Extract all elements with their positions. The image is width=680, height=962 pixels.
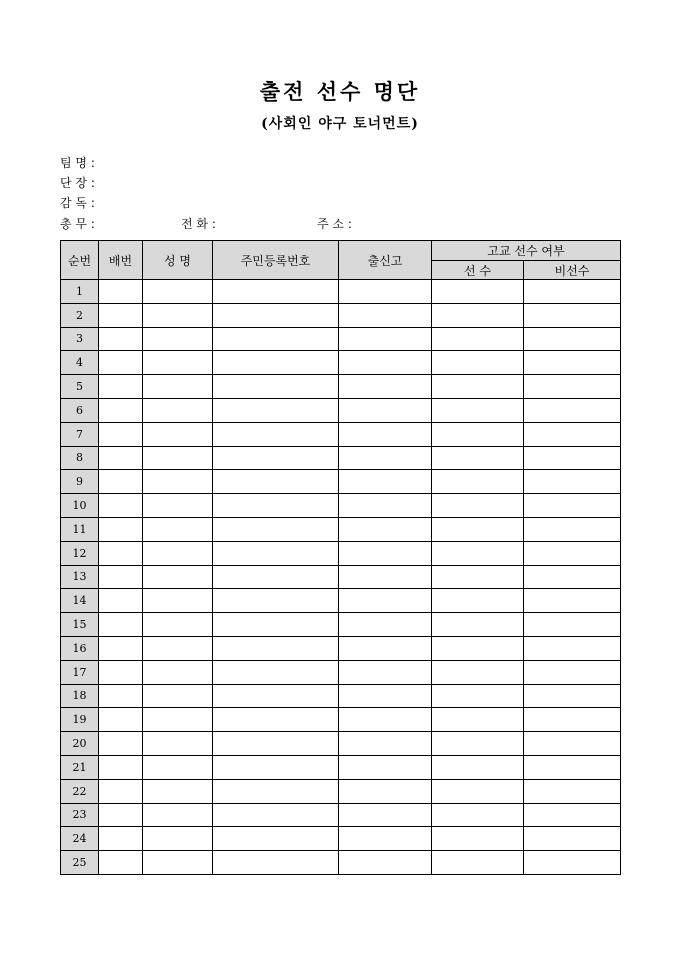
table-row [61, 422, 621, 446]
back-number-cell[interactable] [99, 494, 143, 518]
table-row [61, 280, 621, 304]
row-number: 10 [61, 494, 99, 518]
school-cell[interactable] [339, 280, 432, 304]
school-cell[interactable] [339, 708, 432, 732]
row-number: 20 [61, 732, 99, 756]
table-row [61, 636, 621, 660]
player-cell[interactable] [432, 613, 524, 637]
non-player-cell[interactable] [524, 827, 621, 851]
school-cell[interactable] [339, 351, 432, 375]
rrn-cell[interactable] [213, 398, 339, 422]
back-number-cell[interactable] [99, 422, 143, 446]
name-cell[interactable] [143, 636, 213, 660]
row-number: 4 [61, 351, 99, 375]
name-cell[interactable] [143, 803, 213, 827]
name-cell[interactable] [143, 422, 213, 446]
player-cell[interactable] [432, 779, 524, 803]
school-cell[interactable] [339, 422, 432, 446]
non-player-cell[interactable] [524, 636, 621, 660]
table-row [61, 470, 621, 494]
back-number-cell[interactable] [99, 684, 143, 708]
non-player-cell[interactable] [524, 660, 621, 684]
rrn-cell[interactable] [213, 613, 339, 637]
school-cell[interactable] [339, 541, 432, 565]
school-cell[interactable] [339, 398, 432, 422]
header-player: 선 수 [432, 261, 524, 280]
back-number-cell[interactable] [99, 613, 143, 637]
rrn-cell[interactable] [213, 541, 339, 565]
table-row [61, 541, 621, 565]
row-number: 23 [61, 803, 99, 827]
non-player-cell[interactable] [524, 541, 621, 565]
table-row [61, 732, 621, 756]
row-number: 2 [61, 303, 99, 327]
player-cell[interactable] [432, 327, 524, 351]
table-row [61, 779, 621, 803]
name-cell[interactable] [143, 398, 213, 422]
non-player-cell[interactable] [524, 446, 621, 470]
table-row [61, 613, 621, 637]
table-row [61, 303, 621, 327]
non-player-cell[interactable] [524, 375, 621, 399]
player-cell[interactable] [432, 303, 524, 327]
rrn-cell[interactable] [213, 708, 339, 732]
back-number-cell[interactable] [99, 303, 143, 327]
row-number: 13 [61, 565, 99, 589]
row-number: 1 [61, 280, 99, 304]
back-number-cell[interactable] [99, 565, 143, 589]
row-number: 11 [61, 517, 99, 541]
school-cell[interactable] [339, 827, 432, 851]
non-player-cell[interactable] [524, 755, 621, 779]
rrn-cell[interactable] [213, 851, 339, 875]
player-cell[interactable] [432, 660, 524, 684]
school-cell[interactable] [339, 755, 432, 779]
rrn-cell[interactable] [213, 327, 339, 351]
name-cell[interactable] [143, 660, 213, 684]
school-cell[interactable] [339, 636, 432, 660]
table-row [61, 517, 621, 541]
back-number-cell[interactable] [99, 398, 143, 422]
director-label: 감 독 : [60, 196, 95, 210]
non-player-cell[interactable] [524, 303, 621, 327]
rrn-cell[interactable] [213, 684, 339, 708]
back-number-cell[interactable] [99, 827, 143, 851]
back-number-cell[interactable] [99, 779, 143, 803]
rrn-cell[interactable] [213, 732, 339, 756]
player-cell[interactable] [432, 827, 524, 851]
back-number-cell[interactable] [99, 280, 143, 304]
page-title: 출전 선수 명단 [259, 79, 421, 104]
back-number-cell[interactable] [99, 636, 143, 660]
row-number: 16 [61, 636, 99, 660]
row-number: 25 [61, 851, 99, 875]
non-player-cell[interactable] [524, 613, 621, 637]
roster-body [61, 280, 621, 875]
rrn-cell[interactable] [213, 660, 339, 684]
row-number: 14 [61, 589, 99, 613]
player-cell[interactable] [432, 803, 524, 827]
table-row [61, 803, 621, 827]
rrn-cell[interactable] [213, 803, 339, 827]
player-cell[interactable] [432, 280, 524, 304]
back-number-cell[interactable] [99, 327, 143, 351]
school-cell[interactable] [339, 303, 432, 327]
page-subtitle: (사회인 야구 토너먼트) [261, 116, 419, 132]
player-cell[interactable] [432, 565, 524, 589]
director-line [60, 195, 95, 211]
header-rrn: 주민등록번호 [213, 241, 339, 280]
roster-table [60, 240, 621, 875]
back-number-cell[interactable] [99, 708, 143, 732]
header-order: 순번 [61, 241, 99, 280]
school-cell[interactable] [339, 684, 432, 708]
manager-line [60, 216, 460, 232]
phone-label: 전 화 : [181, 217, 216, 231]
school-cell[interactable] [339, 470, 432, 494]
rrn-cell[interactable] [213, 470, 339, 494]
name-cell[interactable] [143, 565, 213, 589]
table-row [61, 494, 621, 518]
manager-label: 총 무 : [60, 217, 95, 231]
name-cell[interactable] [143, 684, 213, 708]
row-number: 21 [61, 755, 99, 779]
row-number: 7 [61, 422, 99, 446]
player-cell[interactable] [432, 494, 524, 518]
non-player-cell[interactable] [524, 708, 621, 732]
rrn-cell[interactable] [213, 446, 339, 470]
non-player-cell[interactable] [524, 589, 621, 613]
non-player-cell[interactable] [524, 851, 621, 875]
back-number-cell[interactable] [99, 375, 143, 399]
non-player-cell[interactable] [524, 732, 621, 756]
non-player-cell[interactable] [524, 779, 621, 803]
row-number: 8 [61, 446, 99, 470]
name-cell[interactable] [143, 375, 213, 399]
table-row [61, 446, 621, 470]
non-player-cell[interactable] [524, 494, 621, 518]
name-cell[interactable] [143, 613, 213, 637]
table-row [61, 565, 621, 589]
name-cell[interactable] [143, 517, 213, 541]
school-cell[interactable] [339, 446, 432, 470]
player-cell[interactable] [432, 636, 524, 660]
player-cell[interactable] [432, 517, 524, 541]
player-cell[interactable] [432, 446, 524, 470]
player-cell[interactable] [432, 755, 524, 779]
table-row [61, 708, 621, 732]
non-player-cell[interactable] [524, 470, 621, 494]
leader-label: 단 장 : [60, 176, 95, 190]
rrn-cell[interactable] [213, 565, 339, 589]
player-cell[interactable] [432, 422, 524, 446]
name-cell[interactable] [143, 327, 213, 351]
name-cell[interactable] [143, 827, 213, 851]
name-cell[interactable] [143, 755, 213, 779]
back-number-cell[interactable] [99, 446, 143, 470]
non-player-cell[interactable] [524, 422, 621, 446]
back-number-cell[interactable] [99, 517, 143, 541]
back-number-cell[interactable] [99, 851, 143, 875]
table-row [61, 351, 621, 375]
player-cell[interactable] [432, 398, 524, 422]
name-cell[interactable] [143, 303, 213, 327]
leader-line [60, 175, 95, 191]
table-row [61, 660, 621, 684]
rrn-cell[interactable] [213, 779, 339, 803]
school-cell[interactable] [339, 732, 432, 756]
team-name-label: 팀 명 : [60, 156, 95, 170]
rrn-cell[interactable] [213, 827, 339, 851]
school-cell[interactable] [339, 517, 432, 541]
school-cell[interactable] [339, 589, 432, 613]
row-number: 9 [61, 470, 99, 494]
non-player-cell[interactable] [524, 803, 621, 827]
header-hs-player: 고교 선수 여부 [432, 241, 621, 261]
school-cell[interactable] [339, 327, 432, 351]
player-cell[interactable] [432, 541, 524, 565]
table-row [61, 827, 621, 851]
player-cell[interactable] [432, 351, 524, 375]
row-number: 22 [61, 779, 99, 803]
table-row [61, 589, 621, 613]
player-cell[interactable] [432, 851, 524, 875]
back-number-cell[interactable] [99, 470, 143, 494]
address-label: 주 소 : [317, 217, 352, 231]
name-cell[interactable] [143, 851, 213, 875]
school-cell[interactable] [339, 494, 432, 518]
header-back-number: 배번 [99, 241, 143, 280]
table-row [61, 755, 621, 779]
rrn-cell[interactable] [213, 589, 339, 613]
non-player-cell[interactable] [524, 398, 621, 422]
row-number: 3 [61, 327, 99, 351]
name-cell[interactable] [143, 446, 213, 470]
school-cell[interactable] [339, 851, 432, 875]
name-cell[interactable] [143, 732, 213, 756]
name-cell[interactable] [143, 351, 213, 375]
rrn-cell[interactable] [213, 351, 339, 375]
non-player-cell[interactable] [524, 327, 621, 351]
name-cell[interactable] [143, 708, 213, 732]
name-cell[interactable] [143, 494, 213, 518]
row-number: 18 [61, 684, 99, 708]
player-cell[interactable] [432, 684, 524, 708]
table-row [61, 398, 621, 422]
player-cell[interactable] [432, 375, 524, 399]
table-row [61, 851, 621, 875]
team-name-line [60, 155, 95, 171]
name-cell[interactable] [143, 470, 213, 494]
rrn-cell[interactable] [213, 517, 339, 541]
non-player-cell[interactable] [524, 517, 621, 541]
non-player-cell[interactable] [524, 684, 621, 708]
player-cell[interactable] [432, 708, 524, 732]
name-cell[interactable] [143, 589, 213, 613]
back-number-cell[interactable] [99, 803, 143, 827]
row-number: 24 [61, 827, 99, 851]
header-school: 출신고 [339, 241, 432, 280]
rrn-cell[interactable] [213, 636, 339, 660]
non-player-cell[interactable] [524, 351, 621, 375]
back-number-cell[interactable] [99, 732, 143, 756]
row-number: 19 [61, 708, 99, 732]
name-cell[interactable] [143, 541, 213, 565]
rrn-cell[interactable] [213, 755, 339, 779]
name-cell[interactable] [143, 779, 213, 803]
row-number: 6 [61, 398, 99, 422]
rrn-cell[interactable] [213, 494, 339, 518]
rrn-cell[interactable] [213, 375, 339, 399]
row-number: 15 [61, 613, 99, 637]
row-number: 17 [61, 660, 99, 684]
school-cell[interactable] [339, 613, 432, 637]
rrn-cell[interactable] [213, 303, 339, 327]
school-cell[interactable] [339, 803, 432, 827]
table-row [61, 684, 621, 708]
school-cell[interactable] [339, 375, 432, 399]
row-number: 5 [61, 375, 99, 399]
back-number-cell[interactable] [99, 541, 143, 565]
table-row [61, 327, 621, 351]
back-number-cell[interactable] [99, 589, 143, 613]
school-cell[interactable] [339, 660, 432, 684]
row-number: 12 [61, 541, 99, 565]
header-name: 성 명 [143, 241, 213, 280]
non-player-cell[interactable] [524, 565, 621, 589]
player-cell[interactable] [432, 732, 524, 756]
school-cell[interactable] [339, 779, 432, 803]
player-cell[interactable] [432, 589, 524, 613]
rrn-cell[interactable] [213, 422, 339, 446]
school-cell[interactable] [339, 565, 432, 589]
back-number-cell[interactable] [99, 351, 143, 375]
header-non-player: 비선수 [524, 261, 621, 280]
table-row [61, 375, 621, 399]
non-player-cell[interactable] [524, 280, 621, 304]
back-number-cell[interactable] [99, 755, 143, 779]
rrn-cell[interactable] [213, 280, 339, 304]
back-number-cell[interactable] [99, 660, 143, 684]
player-cell[interactable] [432, 470, 524, 494]
name-cell[interactable] [143, 280, 213, 304]
